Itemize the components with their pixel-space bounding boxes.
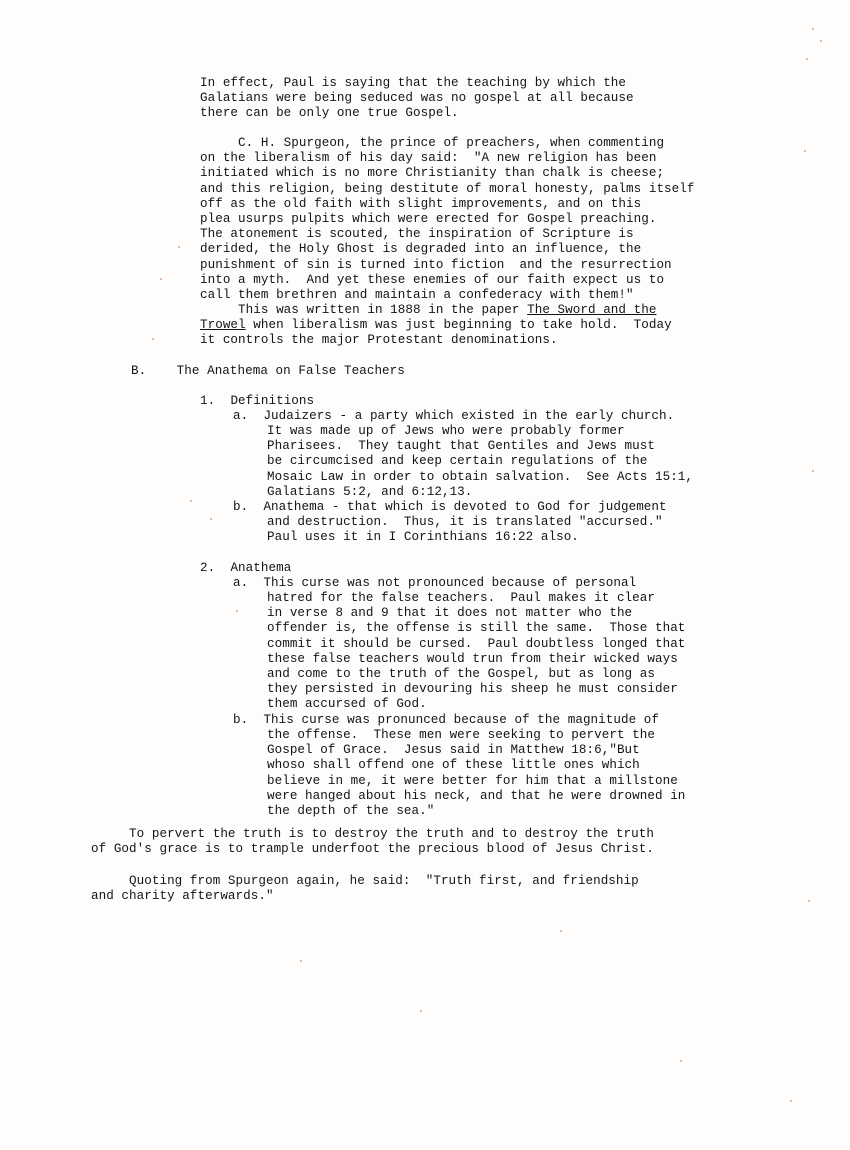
text-line: into a myth. And yet these enemies of our faith expect us to	[200, 272, 665, 287]
section-marker: B.	[131, 364, 147, 378]
text-line: be circumcised and keep certain regulations of the	[267, 454, 648, 469]
scan-speck	[820, 40, 822, 42]
scan-speck	[152, 338, 154, 340]
text-line: of God's grace is to trample underfoot the precious blood of Jesus Christ.	[91, 842, 654, 857]
item-marker: b.	[233, 500, 249, 514]
text-segment: when liberalism was just beginning to take hold. Today	[245, 318, 672, 333]
text-segment: This curse was pronunced because of the magnitude of	[263, 713, 660, 727]
text-line: in verse 8 and 9 that it does not matter who the	[267, 606, 633, 621]
text-line: Galatians 5:2, and 6:12,13.	[267, 484, 473, 499]
list-item-anathema-definition-body	[267, 515, 663, 545]
paragraph-truth-first	[91, 874, 639, 904]
text-line: the depth of the sea."	[267, 803, 435, 818]
text-segment: Judaizers - a party which existed in the early church.	[263, 409, 675, 423]
scan-speck	[680, 1060, 682, 1062]
text-line: on the liberalism of his day said: "A new religion has been	[200, 151, 657, 166]
text-line: Mosaic Law in order to obtain salvation. See Acts 15:1,	[267, 469, 694, 484]
text-line: Quoting from Spurgeon again, he said: "Truth first, and friendship	[91, 874, 639, 888]
section-b-heading	[131, 364, 405, 379]
text-line: them accursed of God.	[267, 697, 427, 712]
text-line: punishment of sin is turned into fiction and the resurrection	[200, 257, 672, 272]
text-line: plea usurps pulpits which were erected for Gospel preaching.	[200, 211, 657, 226]
text-line: the offense. These men were seeking to pervert the	[267, 728, 655, 742]
paragraph-paul-gospel	[200, 76, 634, 122]
scan-speck	[804, 150, 806, 152]
text-line: hatred for the false teachers. Paul makes it clear	[267, 591, 655, 605]
scan-speck	[236, 610, 238, 612]
scan-speck	[790, 1100, 792, 1102]
section-title: The Anathema on False Teachers	[176, 364, 405, 378]
text-segment: This curse was not pronounced because of personal	[263, 576, 637, 590]
scan-speck	[560, 930, 562, 932]
text-line: Galatians were being seduced was no gospel at all because	[200, 91, 634, 106]
text-line: commit it should be cursed. Paul doubtless longed that	[267, 636, 686, 651]
subsection-title: Anathema	[230, 561, 292, 575]
text-segment: This was written in 1888 in the paper	[200, 303, 528, 317]
publication-title: Trowel	[200, 318, 246, 333]
list-item-curse-not-personal	[233, 576, 636, 591]
text-segment: Anathema - that which is devoted to God for judgement	[263, 500, 667, 514]
list-item-curse-magnitude-body	[267, 728, 685, 819]
text-line: To pervert the truth is to destroy the truth and to destroy the truth	[91, 827, 654, 841]
text-line: off as the old faith with slight improvements, and on this	[200, 196, 642, 211]
paragraph-pervert-truth	[91, 827, 654, 857]
list-item-curse-magnitude	[233, 713, 659, 728]
item-marker: a.	[233, 576, 249, 590]
text-line: Paul uses it in I Corinthians 16:22 also.	[267, 530, 579, 545]
text-line: initiated which is no more Christianity than chalk is cheese;	[200, 166, 665, 181]
list-item-anathema-definition	[233, 500, 667, 515]
subsection-2-heading	[200, 561, 291, 576]
text-line: these false teachers would trun from their wicked ways	[267, 651, 678, 666]
text-line: were hanged about his neck, and that he were drowned in	[267, 788, 686, 803]
text-line: call them brethren and maintain a confederacy with them!"	[200, 287, 634, 302]
text-line: and come to the truth of the Gospel, but as long as	[267, 666, 655, 681]
text-line: offender is, the offense is still the same. Those that	[267, 621, 686, 636]
subsection-marker: 2.	[200, 561, 216, 575]
scan-speck	[178, 246, 180, 248]
list-item-judaizers-body	[267, 424, 693, 500]
text-line: they persisted in devouring his sheep he must consider	[267, 682, 678, 697]
text-line: it controls the major Protestant denominations.	[200, 333, 558, 348]
text-line: The atonement is scouted, the inspiration of Scripture is	[200, 227, 634, 242]
text-line: derided, the Holy Ghost is degraded into an influence, the	[200, 242, 642, 257]
paragraph-spurgeon-quote	[200, 136, 695, 303]
text-line: whoso shall offend one of these little ones which	[267, 758, 640, 773]
text-line: and this religion, being destitute of moral honesty, palms itself	[200, 181, 695, 196]
text-line: believe in me, it were better for him that a millstone	[267, 773, 678, 788]
text-line: It was made up of Jews who were probably former	[267, 424, 625, 438]
list-item-judaizers	[233, 409, 674, 424]
scan-speck	[190, 500, 192, 502]
scan-speck	[812, 28, 814, 30]
text-line: and destruction. Thus, it is translated "accursed."	[267, 515, 663, 529]
scan-speck	[420, 1010, 422, 1012]
item-marker: a.	[233, 409, 249, 423]
scan-speck	[812, 470, 814, 472]
subsection-title: Definitions	[230, 394, 315, 408]
text-line: Pharisees. They taught that Gentiles and Jews must	[267, 439, 655, 454]
text-line: and charity afterwards."	[91, 889, 274, 904]
subsection-1-heading	[200, 394, 314, 409]
text-line	[200, 303, 672, 318]
item-marker: b.	[233, 713, 249, 727]
text-line: C. H. Spurgeon, the prince of preachers, when commenting	[200, 136, 665, 150]
scan-speck	[300, 960, 302, 962]
scan-speck	[210, 518, 212, 520]
scan-speck	[806, 58, 808, 60]
text-line: there can be only one true Gospel.	[200, 106, 459, 121]
text-line	[200, 318, 672, 333]
scan-speck	[808, 900, 810, 902]
scan-speck	[160, 278, 162, 280]
paragraph-sword-and-trowel	[200, 303, 672, 349]
text-line: Gospel of Grace. Jesus said in Matthew 18:6,"But	[267, 743, 640, 758]
text-line: In effect, Paul is saying that the teaching by which the	[200, 76, 627, 90]
publication-title: The Sword and the	[527, 303, 657, 317]
subsection-marker: 1.	[200, 394, 216, 408]
list-item-curse-not-personal-body	[267, 591, 685, 713]
